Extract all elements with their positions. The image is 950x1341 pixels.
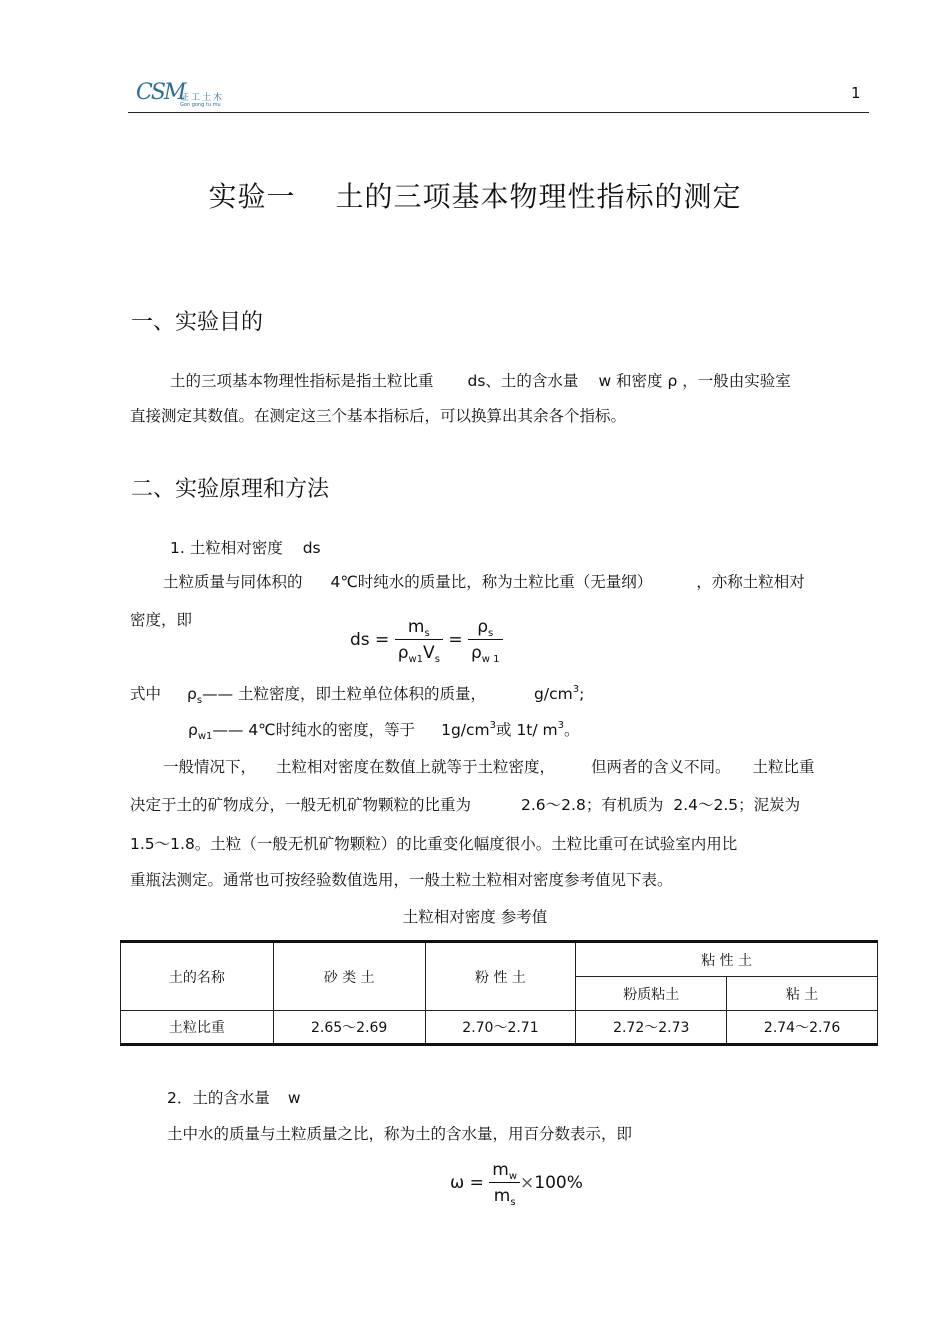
- paragraph-line-3: 1.5～1.8。土粒（一般无机矿物颗粒）的比重变化幅度很小。土粒比重可在试验室内用比: [130, 835, 738, 853]
- item1-definition-line-2: 密度，即: [130, 611, 193, 629]
- title-experiment-name: 土的三项基本物理性指标的测定: [335, 180, 742, 213]
- section-heading-principle: 二、实验原理和方法: [131, 477, 330, 502]
- table-row: [121, 1011, 878, 1045]
- specific-gravity-formula: ds = $\frac{m_s}{\rho_{w1}V_s}$ = $\frac{\rho_s}{\rho_{w 1}}$: [350, 617, 503, 663]
- paragraph-line-2: 决定于土的矿物成分，一般无机矿物颗粒的比重为 2.6～2.8；有机质为 2.4～2.5；泥炭为: [130, 796, 801, 814]
- paragraph-line-4: 重瓶法测定。通常也可按经验数值选用，一般土粒土粒相对密度参考值见下表。: [130, 871, 673, 889]
- table-cell-silt: 2.70～2.71: [425, 1011, 576, 1045]
- where-line-rho-s: 式中 $\rho_s——$ 土粒密度，即土粒单位体积的质量， $g/cm^3$;: [130, 684, 585, 706]
- logo-mark: CSM: [136, 80, 185, 105]
- where-line-rho-w: $\rho_{w1}——$ 4℃时纯水的密度，等于 $1g/cm^3$或 1t/ $m^3$。: [188, 720, 580, 742]
- purpose-line-2: 直接测定其数值。在测定这三个基本指标后，可以换算出其余各个指标。: [130, 407, 627, 425]
- water-content-formula: ω = $\frac{m_w}{m_s}$ ×100%: [450, 1160, 583, 1208]
- table-header-name: 土的名称: [121, 942, 274, 1011]
- table-caption: 土粒相对密度 参考值: [402, 908, 548, 926]
- table-header-clay: 粘 性 土: [576, 942, 878, 977]
- table-header-silty-clay: 粉质粘土: [576, 977, 727, 1011]
- table-header-silt: 粉 性 土: [425, 942, 576, 1011]
- table-cell-label: 土粒比重: [121, 1011, 274, 1045]
- title-experiment-number: 实验一: [208, 180, 296, 213]
- item2-title: 2．土的含水量 w: [167, 1089, 301, 1107]
- header-divider: [128, 112, 869, 113]
- table-cell-clay: 2.74～2.76: [727, 1011, 878, 1045]
- page-number: 1: [851, 84, 861, 102]
- specific-gravity-table: [120, 940, 878, 1046]
- document-title: [0, 175, 950, 215]
- paragraph-line-1: 一般情况下， 土粒相对密度在数值上就等于土粒密度， 但两者的含义不同。 土粒比重: [163, 758, 815, 776]
- section-heading-purpose: 一、实验目的: [131, 310, 264, 335]
- table-header-sand: 砂 类 土: [273, 942, 425, 1011]
- item2-definition: 土中水的质量与土粒质量之比，称为土的含水量，用百分数表示，即: [167, 1125, 633, 1143]
- item1-title: 1. 土粒相对密度 ds: [170, 539, 321, 557]
- table-header-clay-sub: 粘 土: [727, 977, 878, 1011]
- publisher-logo: [136, 78, 236, 114]
- logo-pinyin-text: Gon gong tu mu: [180, 102, 221, 108]
- table-cell-silty-clay: 2.72～2.73: [576, 1011, 727, 1045]
- purpose-line-1: 土的三项基本物理性指标是指土粒比重 ds、土的含水量 w 和密度 ρ ，一般由实验室: [170, 372, 791, 390]
- table-cell-sand: 2.65～2.69: [273, 1011, 425, 1045]
- item1-definition-line-1: 土粒质量与同体积的 4℃时纯水的质量比，称为土粒比重（无量纲） ，亦称土粒相对: [163, 573, 805, 591]
- logo-chinese-text: 证工土木: [180, 93, 225, 103]
